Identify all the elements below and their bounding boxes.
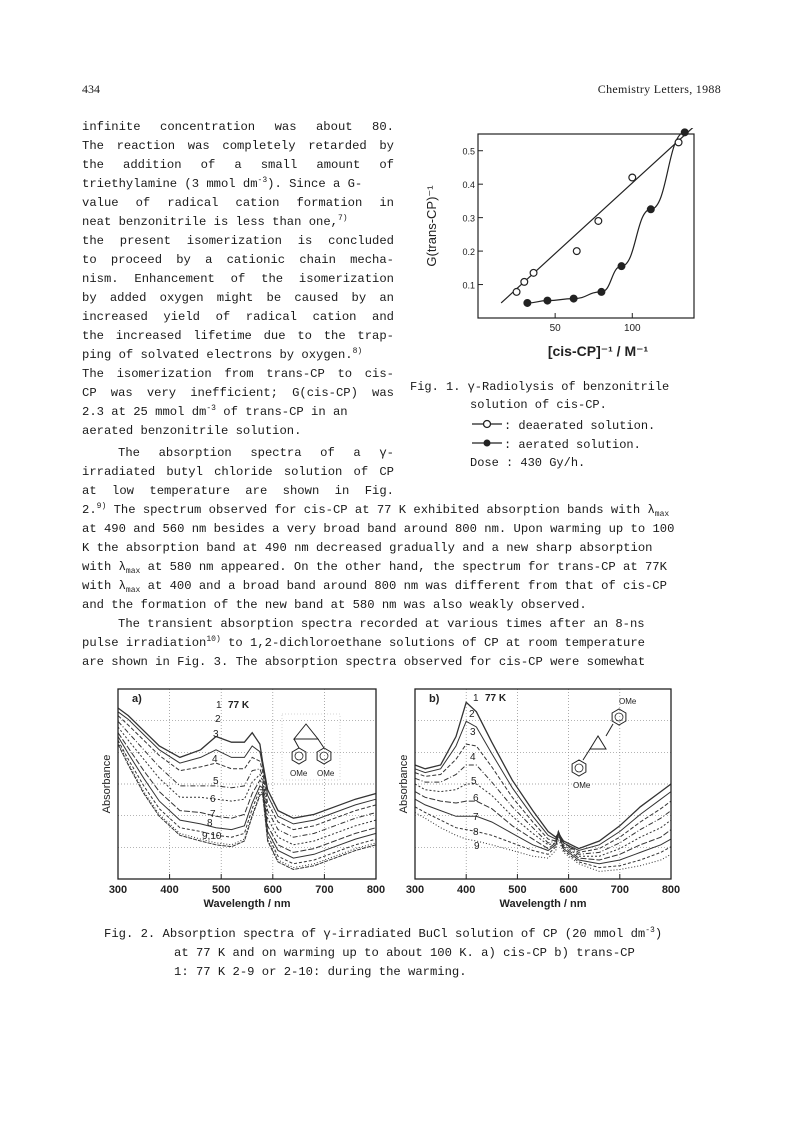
text-line: aerated benzonitrile solution. <box>82 424 302 438</box>
x-tick-label: 300 <box>405 884 425 896</box>
figure-2a-plot <box>92 684 392 920</box>
y-axis-label: Absorbance <box>398 754 410 814</box>
aerated-point <box>544 297 551 304</box>
text-line: increased yield of radical cation and <box>82 310 394 324</box>
series-label: 9,10 <box>202 831 222 842</box>
text-line: with $\lambda_{max}$ at 400 and a broad band around 800 nm was different from that of cis-CP <box>82 579 667 595</box>
text-line: at low temperature are shown in Fig. <box>82 484 394 498</box>
text-line: nism. Enhancement of the isomerization <box>82 272 394 286</box>
panel-label: a) <box>132 693 142 705</box>
caption-title: Fig. 1. γ-Radiolysis of benzonitrile <box>410 380 670 394</box>
legend-deaerated: : deaerated solution. <box>470 418 655 433</box>
aromatic-circle <box>295 752 303 760</box>
text-line: The reaction was completely retarded by <box>82 139 394 153</box>
deaerated-point <box>513 289 520 296</box>
caption-line: at 77 K and on warming up to about 100 K. a) cis-CP b) trans-CP <box>174 946 635 960</box>
y-tick-label: 0.5 <box>462 146 475 157</box>
text-line: value of radical cation formation in <box>82 196 394 210</box>
series-label: 7 <box>473 812 479 823</box>
text-line: the present isomerization is concluded <box>82 234 394 248</box>
series-label: 1 <box>216 700 222 711</box>
plot-frame <box>415 689 671 879</box>
page-number: 434 <box>82 82 100 96</box>
spectrum-line-5 <box>118 727 376 845</box>
y-tick-label: 0.4 <box>462 180 475 191</box>
ome-label: OMe <box>317 769 335 778</box>
spectrum-line-1 <box>118 708 376 818</box>
temperature-label: 77 K <box>485 693 507 704</box>
aromatic-circle <box>615 713 623 721</box>
x-tick-label: 300 <box>108 884 128 896</box>
text-line: the increased lifetime due to the trap- <box>82 329 394 343</box>
text-line: infinite concentration was about 80. <box>82 120 394 134</box>
series-label: 4 <box>212 754 218 765</box>
series-label: 8 <box>207 818 213 829</box>
series-label: 6 <box>210 794 216 805</box>
dose-label: Dose : 430 Gy/h. <box>470 456 586 470</box>
text-line: The isomerization from trans-CP to cis- <box>82 367 394 381</box>
x-tick-label: 50 <box>549 323 561 334</box>
text-line: by added oxygen might be caused by an <box>82 291 394 305</box>
series-label: 1 <box>473 693 479 704</box>
caption-line: Fig. 2. Absorption spectra of γ-irradiated BuCl solution of CP (20 mmol $dm^{-3}$) <box>104 926 663 941</box>
spectrum-line-5 <box>415 784 671 856</box>
text-line: triethylamine (3 mmol $dm^{-3}$). Since a G- <box>82 176 363 191</box>
benzene-ring <box>292 748 306 764</box>
bond <box>606 724 613 736</box>
ome-label: OMe <box>573 781 591 790</box>
aerated-point <box>598 289 605 296</box>
text-line: the addition of a small amount of <box>82 158 394 172</box>
figure-1-plot <box>412 128 712 368</box>
y-axis-label: G(trans-CP)⁻¹ <box>424 185 439 267</box>
caption-line: solution of cis-CP. <box>470 398 607 412</box>
deaerated-point <box>530 269 537 276</box>
spectrum-line-6 <box>415 792 671 860</box>
aerated-point <box>524 300 531 307</box>
cyclopropane-ring <box>294 724 318 739</box>
x-axis-label: Wavelength / nm <box>499 898 587 910</box>
spectrum-line-7 <box>415 799 671 864</box>
series-label: 4 <box>470 752 476 763</box>
x-tick-label: 500 <box>212 884 231 896</box>
deaerated-point <box>629 174 636 181</box>
text-line: are shown in Fig. 3. The absorption spectra observed for cis-CP were somewhat <box>82 655 646 669</box>
series-label: 2 <box>469 709 475 720</box>
deaerated-point <box>675 139 682 146</box>
filled-circle-icon <box>470 437 504 449</box>
x-axis-label: [cis-CP]⁻¹ / M⁻¹ <box>547 343 649 359</box>
x-tick-label: 700 <box>610 884 629 896</box>
text-line: to proceed by a cationic chain mecha- <box>82 253 394 267</box>
spectrum-line-8 <box>415 807 671 868</box>
journal-title: Chemistry Letters, 1988 <box>597 82 721 96</box>
text-line: K the absorption band at 490 nm decreased gradually and a new sharp absorption <box>82 541 653 555</box>
text-line: CP was very inefficient; G(cis-CP) was <box>82 386 394 400</box>
series-label: 3 <box>213 729 219 740</box>
x-tick-label: 600 <box>263 884 282 896</box>
fit-line <box>501 128 698 303</box>
text-line: The transient absorption spectra recorded at various times after an 8-ns <box>118 617 645 631</box>
ome-label: OMe <box>290 769 308 778</box>
aerated-point <box>618 263 625 270</box>
aerated-curve <box>527 132 684 303</box>
x-tick-label: 600 <box>559 884 578 896</box>
y-tick-label: 0.2 <box>462 247 475 258</box>
cyclopropane-ring <box>590 736 606 749</box>
series-label: 6 <box>473 793 479 804</box>
x-tick-label: 800 <box>661 884 681 896</box>
x-tick-label: 700 <box>315 884 334 896</box>
y-tick-label: 0.1 <box>462 280 475 291</box>
x-tick-label: 800 <box>366 884 386 896</box>
benzene-ring <box>572 760 586 776</box>
benzene-ring <box>317 748 331 764</box>
ome-label: OMe <box>619 697 637 706</box>
text-line: 2.3 at 25 mmol $dm^{-3}$ of trans-CP in an <box>82 404 348 419</box>
temperature-label: 77 K <box>228 700 250 711</box>
bond <box>294 739 299 748</box>
text-line: The absorption spectra of a γ- <box>118 446 394 460</box>
text-line: irradiated butyl chloride solution of CP <box>82 465 394 479</box>
deaerated-point <box>521 278 528 285</box>
figure-2b-plot <box>393 684 689 920</box>
aerated-point <box>647 206 654 213</box>
aromatic-circle <box>575 764 583 772</box>
x-tick-label: 500 <box>508 884 527 896</box>
open-circle-icon <box>470 418 504 430</box>
caption-line: 1: 77 K 2-9 or 2-10: during the warming. <box>174 965 467 979</box>
aerated-point <box>570 295 577 302</box>
legend-aerated: : aerated solution. <box>470 437 641 452</box>
x-tick-label: 400 <box>160 884 179 896</box>
text-line: 2.$^{9)}$ The spectrum observed for cis-CP at 77 K exhibited absorption bands with $\lambda_{max}$ <box>82 502 670 519</box>
text-line: and the formation of the new band at 580 nm was also weakly observed. <box>82 598 587 612</box>
bond <box>583 749 590 760</box>
y-axis-label: Absorbance <box>101 754 113 814</box>
deaerated-point <box>595 218 602 225</box>
series-label: 7 <box>210 809 216 820</box>
bond <box>318 739 324 748</box>
series-label: 9 <box>474 841 480 852</box>
spectrum-line-3 <box>415 744 671 852</box>
text-line: at 490 and 560 nm besides a very broad band around 800 nm. Upon warming up to 100 <box>82 522 675 536</box>
benzene-ring <box>612 709 626 725</box>
text-line: neat benzonitrile is less than one,$^{7)}$ <box>82 214 348 229</box>
x-tick-label: 100 <box>623 323 641 334</box>
deaerated-point <box>573 248 580 255</box>
text-line: ping of solvated electrons by oxygen.$^{8)}$ <box>82 347 363 362</box>
x-tick-label: 400 <box>457 884 476 896</box>
series-label: 5 <box>213 776 219 787</box>
panel-label: b) <box>429 693 440 705</box>
aromatic-circle <box>320 752 328 760</box>
series-label: 2 <box>215 714 221 725</box>
aerated-point <box>681 129 688 136</box>
x-axis-label: Wavelength / nm <box>203 898 291 910</box>
text-line: pulse irradiation$^{10)}$ to 1,2-dichloroethane solutions of CP at room temperature <box>82 635 645 650</box>
spectrum-line-7 <box>118 737 376 859</box>
text-line: with $\lambda_{max}$ at 580 nm appeared. On the other hand, the spectrum for trans-CP at 77K <box>82 560 667 576</box>
series-label: 3 <box>470 727 476 738</box>
series-label: 8 <box>473 827 479 838</box>
series-label: 5 <box>471 776 477 787</box>
y-tick-label: 0.3 <box>462 213 475 224</box>
